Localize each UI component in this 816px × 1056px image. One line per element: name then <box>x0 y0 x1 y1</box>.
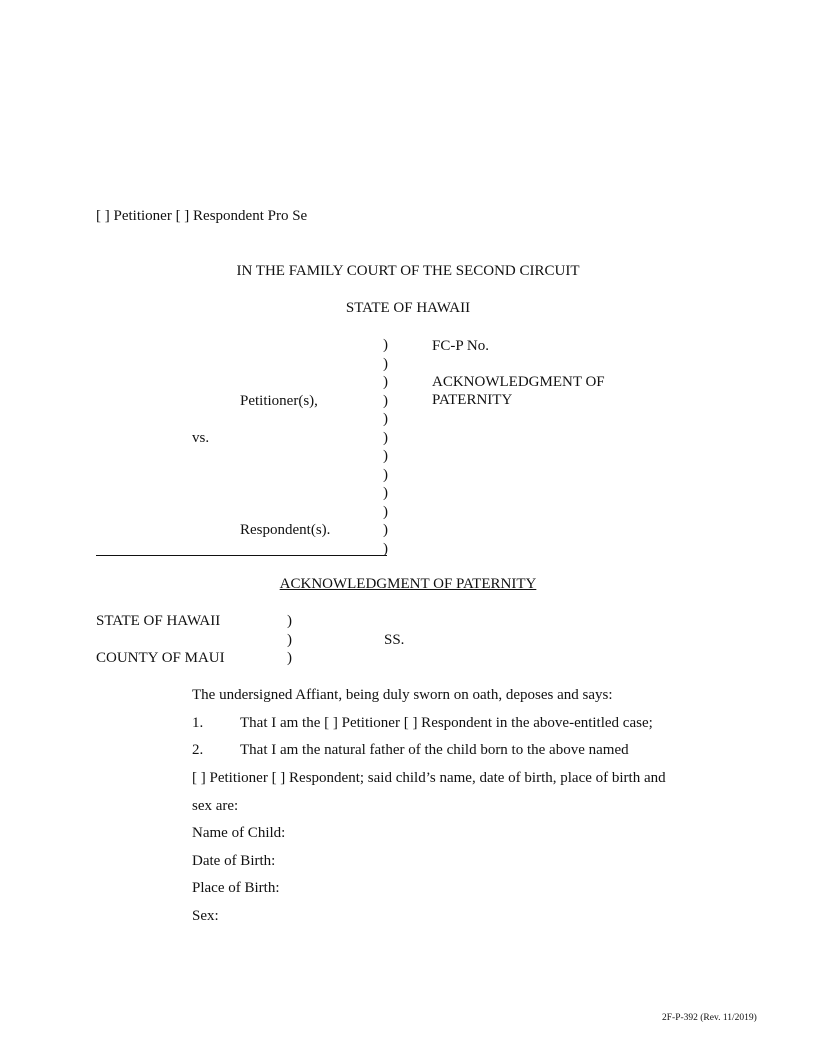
respondent-label: Respondent(s). <box>240 522 331 538</box>
venue-paren: ) <box>287 613 292 629</box>
pro-se-selection: [ ] Petitioner [ ] Respondent Pro Se <box>96 208 308 224</box>
affidavit-intro: The undersigned Affiant, being duly sworn on oath, deposes and says: <box>192 687 613 703</box>
document-title-line1: ACKNOWLEDGMENT OF <box>432 374 605 390</box>
paren: ) <box>383 448 388 464</box>
child-name-label: Name of Child: <box>192 825 286 841</box>
paren: ) <box>383 429 388 446</box>
child-pob-label: Place of Birth: <box>192 880 280 896</box>
item-1-number: 1. <box>192 715 204 731</box>
item-2-number: 2. <box>192 742 204 758</box>
paren: ) <box>383 522 388 538</box>
document-title-line2: PATERNITY <box>432 392 513 408</box>
case-number-label: FC-P No. <box>432 338 489 354</box>
item-2-continuation-2: sex are: <box>192 798 239 814</box>
paren: ) <box>383 485 388 501</box>
item-2-text: That I am the natural father of the child born to the above named <box>240 742 629 758</box>
venue-state: STATE OF HAWAII <box>96 613 221 629</box>
child-dob-label: Date of Birth: <box>192 853 276 869</box>
paren: ) <box>383 503 388 520</box>
form-code: 2F-P-392 (Rev. 11/2019) <box>662 1013 757 1023</box>
versus-label: vs. <box>192 430 210 446</box>
child-sex-label: Sex: <box>192 908 219 924</box>
paren: ) <box>383 392 388 409</box>
paren: ) <box>383 337 388 353</box>
paren: ) <box>383 355 388 372</box>
paren: ) <box>383 466 388 483</box>
venue-paren: ) <box>287 631 292 648</box>
caption-divider <box>96 555 387 556</box>
court-state: STATE OF HAWAII <box>345 300 471 316</box>
venue-paren: ) <box>287 650 292 666</box>
paren: ) <box>383 540 388 557</box>
ss-label: SS. <box>384 632 405 648</box>
item-1-text: That I am the [ ] Petitioner [ ] Respondent in the above-entitled case; <box>240 715 653 731</box>
paren: ) <box>383 374 388 390</box>
paren: ) <box>383 411 388 427</box>
court-name: IN THE FAMILY COURT OF THE SECOND CIRCUIT <box>236 263 580 279</box>
body-title: ACKNOWLEDGMENT OF PATERNITY <box>279 576 537 592</box>
item-2-continuation: [ ] Petitioner [ ] Respondent; said child’s name, date of birth, place of birth and <box>192 770 666 786</box>
petitioner-label: Petitioner(s), <box>240 393 318 409</box>
venue-county: COUNTY OF MAUI <box>96 650 225 666</box>
